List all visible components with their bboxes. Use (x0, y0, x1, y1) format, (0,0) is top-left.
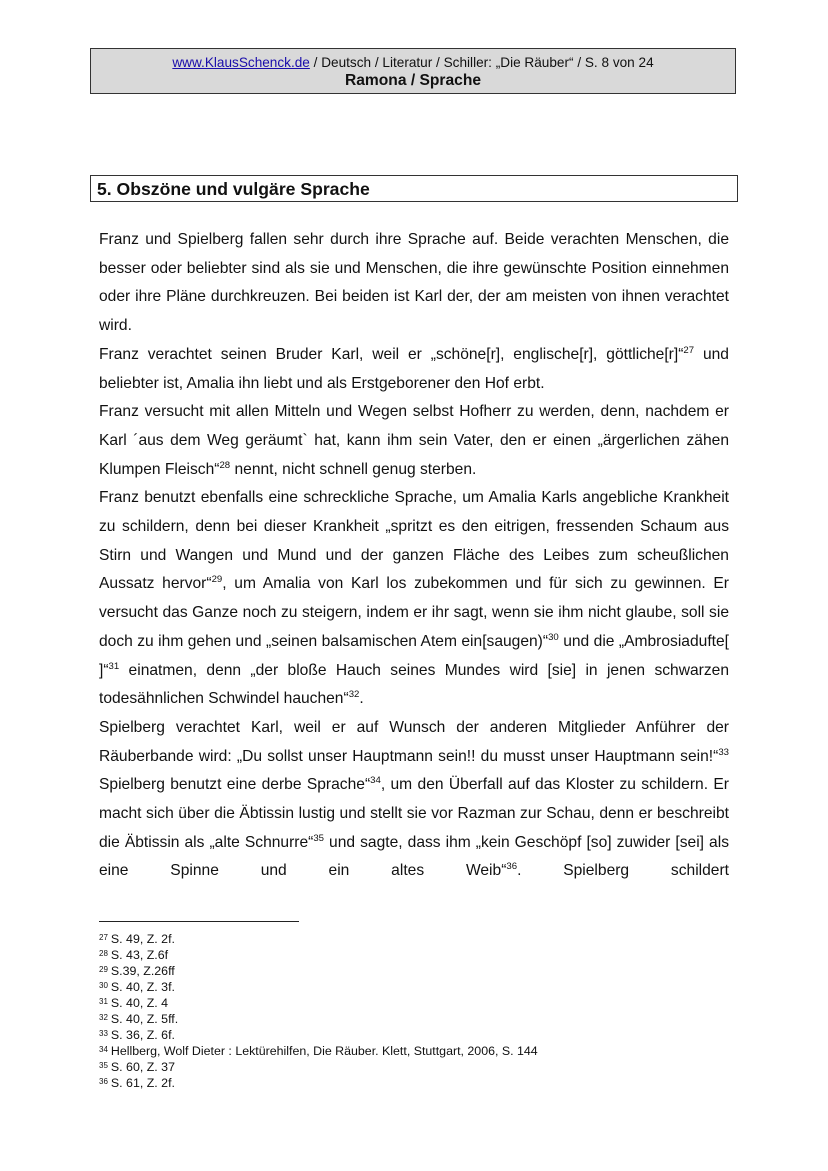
header-path: / Deutsch / Literatur / Schiller: „Die Räuber“ / S. 8 von 24 (309, 55, 654, 70)
footnote (99, 931, 719, 947)
footnote-ref: 31 (108, 660, 120, 672)
paragraph-3 (99, 398, 729, 484)
footnote-number: 31 (99, 997, 108, 1006)
footnote (99, 979, 719, 995)
footnote-text: S. 60, Z. 37 (110, 1060, 175, 1074)
footnote-number: 29 (99, 965, 108, 974)
footnote-number: 28 (99, 949, 108, 958)
page-header (90, 48, 736, 94)
paragraph-5 (99, 714, 729, 886)
footnote-number: 30 (99, 981, 108, 990)
footnote (99, 1059, 719, 1075)
text-run: und die „Ambrosiadufte[ ]“ (99, 632, 729, 679)
footnote (99, 1075, 719, 1091)
footnote-text: S. 40, Z. 3f. (110, 980, 175, 994)
text-run: Franz verachtet seinen Bruder Karl, weil er „schöne[r], englische[r], göttliche[r]“ (99, 345, 684, 363)
footnote-text: S.39, Z.26ff (110, 964, 175, 978)
text-run: einatmen, denn „der bloße Hauch seines Mundes wird [sie] in jenen schwarzen todesähnlichen Schwindel hauchen“ (99, 661, 729, 708)
footnote-ref: 27 (683, 344, 695, 356)
text-run: Franz versucht mit allen Mitteln und Wegen selbst Hofherr zu werden, denn, nachdem er Karl ´aus dem Weg geräumt` hat, kann ihm sein Vater, den er einen „ärgerlichen zähen Klumpen Fleisch“ (99, 403, 729, 478)
footnote-number: 33 (99, 1029, 108, 1038)
footnote-text: S. 36, Z. 6f. (110, 1028, 175, 1042)
footnote-divider (99, 921, 299, 922)
text-run: . (359, 690, 364, 708)
paragraph-2 (99, 341, 729, 398)
footnote (99, 963, 719, 979)
text-run: nennt, nicht schnell genug sterben. (230, 460, 477, 478)
footnote-ref: 35 (313, 832, 325, 844)
text-run: Spielberg verachtet Karl, weil er auf Wunsch der anderen Mitglieder Anführer der Räuberbande wird: „Du sollst unser Hauptmann sein!! du musst unser Hauptmann sein!“ (99, 718, 729, 765)
footnote (99, 995, 719, 1011)
header-breadcrumb (91, 54, 735, 71)
footnote-ref: 30 (548, 631, 559, 643)
footnote-number: 32 (99, 1013, 108, 1022)
paragraph-1: Franz und Spielberg fallen sehr durch ihre Sprache auf. Beide verachten Menschen, die besser oder beliebter sind als sie und Menschen, die ihre gewünschte Position einnehmen oder ihre Pläne durchkreuzen. Bei beiden ist Karl der, der am meisten von ihnen verachtet wird. (99, 231, 729, 335)
text-run: . Spielberg schildert (517, 862, 730, 880)
footnote-text: S. 43, Z.6f (110, 948, 169, 962)
text-run: , um den Überfall auf das Kloster zu schildern. Er macht sich über die Äbtissin lustig und stellt sie vor Razman zur Schau, denn er beschreibt die Äbtissin als „alte Schnurre“ (99, 776, 729, 851)
footnote-ref: 32 (348, 689, 360, 701)
footnote (99, 947, 719, 963)
footnote-text: S. 61, Z. 2f. (110, 1076, 175, 1090)
text-run: und beliebter ist, Amalia ihn liebt und als Erstgeborener den Hof erbt. (99, 345, 729, 392)
footnote-ref: 36 (506, 861, 518, 873)
paragraph-4 (99, 484, 729, 714)
body-text (99, 226, 729, 886)
footnote-number: 35 (99, 1061, 108, 1070)
footnote-ref: 29 (211, 574, 223, 586)
footnote-number: 27 (99, 933, 108, 942)
footnote-number: 34 (99, 1045, 108, 1054)
footnote-text: S. 40, Z. 4 (110, 996, 169, 1010)
footnote-ref: 33 (718, 746, 729, 758)
footnote (99, 1043, 719, 1059)
footnote-text: S. 40, Z. 5ff. (110, 1012, 179, 1026)
footnote (99, 1027, 719, 1043)
footnotes (99, 931, 719, 1091)
text-run: und sagte, dass ihm „kein Geschöpf [so] zuwider [sei] als eine Spinne und ein altes Weib“ (99, 833, 729, 880)
text-run: Franz benutzt ebenfalls eine schreckliche Sprache, um Amalia Karls angebliche Krankheit zu schildern, denn bei dieser Krankheit „spritzt es den eitrigen, fressenden Schaum aus Stirn und Wangen und Mund und der ganzen Fläche des Leibes zum scheußlichen Aussatz hervor“ (99, 489, 729, 593)
footnote-ref: 28 (219, 459, 231, 471)
header-subtitle: Ramona / Sprache (344, 72, 482, 89)
section-heading-box (90, 175, 738, 202)
footnote-ref: 34 (370, 775, 381, 787)
website-link[interactable]: www.KlausSchenck.de (172, 55, 310, 70)
footnote-number: 36 (99, 1077, 108, 1086)
text-run: , um Amalia von Karl los zubekommen und für sich zu gewinnen. Er versucht das Ganze noch zu steigern, indem er ihr sagt, wenn sie ihm nicht glaube, soll sie doch zu ihm gehen und „seinen balsamischen Atem ein[saugen)“ (99, 575, 729, 650)
footnote-text: S. 49, Z. 2f. (110, 932, 175, 946)
footnote (99, 1011, 719, 1027)
text-run: Spielberg benutzt eine derbe Sprache“ (99, 776, 371, 794)
footnote-text: Hellberg, Wolf Dieter : Lektürehilfen, Die Räuber. Klett, Stuttgart, 2006, S. 144 (110, 1044, 538, 1058)
section-title: 5. Obszöne und vulgäre Sprache (97, 179, 370, 199)
